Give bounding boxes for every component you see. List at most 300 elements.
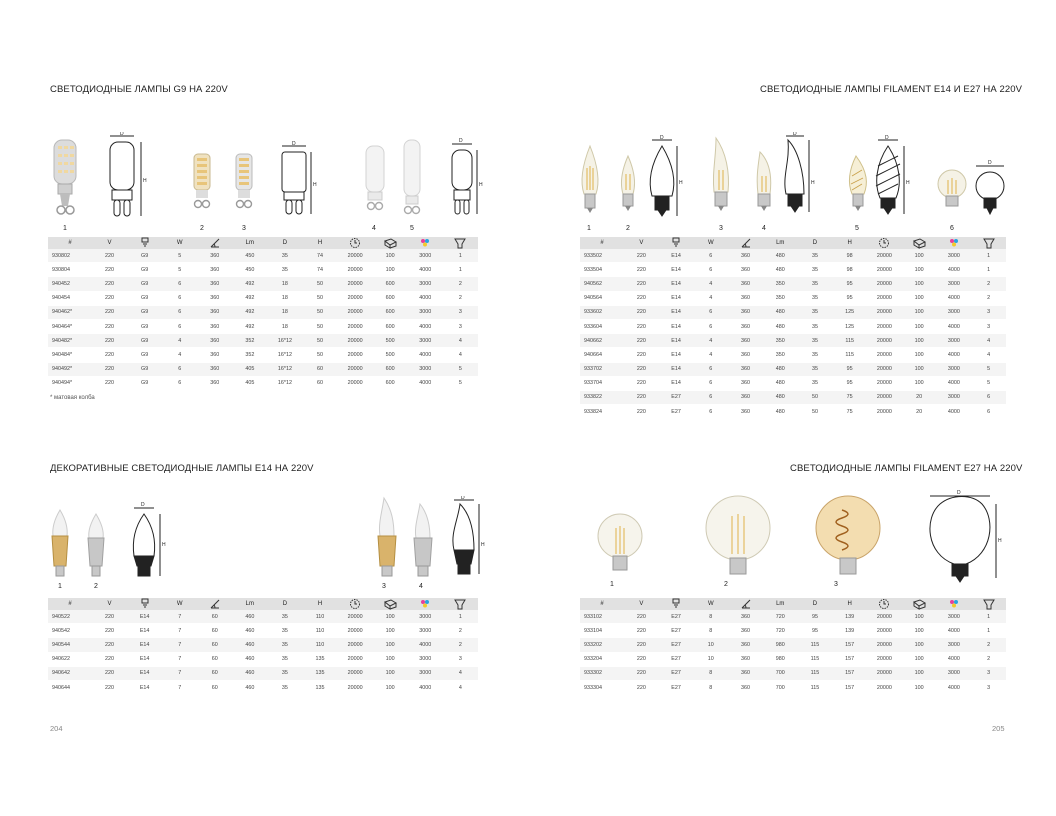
g9-footnote: * матовая колба	[50, 395, 95, 401]
table-cell: 6	[162, 319, 197, 333]
table-cell: E14	[127, 624, 162, 638]
table-row	[48, 249, 478, 263]
table-row	[580, 680, 1006, 694]
table-cell: 600	[373, 291, 408, 305]
beam-angle-icon	[728, 237, 763, 249]
decor-e14-lamp-1-image	[52, 510, 68, 576]
table-cell: 4000	[936, 376, 971, 390]
lifetime-icon	[338, 237, 373, 249]
table-cell: 3	[443, 305, 478, 319]
table-cell: 480	[763, 376, 798, 390]
table-cell: 35	[798, 305, 833, 319]
table-cell: 3000	[936, 305, 971, 319]
svg-text:D: D	[793, 132, 797, 137]
table-cell: 75	[832, 405, 867, 419]
table-cell: 933202	[580, 638, 624, 652]
table-cell: 360	[728, 652, 763, 666]
table-cell: 35	[267, 263, 302, 277]
table-cell: 3000	[936, 249, 971, 263]
table-cell: 360	[728, 376, 763, 390]
table-cell: 115	[832, 348, 867, 362]
table-cell: 35	[798, 348, 833, 362]
table-cell: 220	[624, 263, 659, 277]
table-cell: 100	[902, 334, 937, 348]
table-cell: 460	[232, 638, 267, 652]
table-cell: 18	[267, 291, 302, 305]
table-cell: 100	[902, 624, 937, 638]
g9-lamp-5-image	[404, 140, 420, 214]
table-cell: 95	[832, 362, 867, 376]
table-cell: 16*12	[267, 376, 302, 390]
table-cell: 2	[971, 638, 1006, 652]
table-cell: 4000	[408, 263, 443, 277]
table-cell: 220	[92, 305, 127, 319]
table-row	[48, 666, 478, 680]
table-cell: 20000	[338, 362, 373, 376]
table-cell: 360	[197, 334, 232, 348]
watt-icon: W	[162, 237, 197, 249]
table-header-row	[48, 237, 478, 249]
table-cell: 360	[728, 348, 763, 362]
table-row	[580, 390, 1006, 404]
filament-e14-lamp-5-drawing	[876, 140, 904, 214]
table-cell: 4	[693, 334, 728, 348]
page-number-right: 205	[992, 724, 1005, 733]
table-row	[48, 263, 478, 277]
table-cell: 3	[971, 319, 1006, 333]
table-cell: 100	[902, 638, 937, 652]
table-cell: 7	[162, 624, 197, 638]
table-cell: 940564	[580, 291, 624, 305]
table-cell: G9	[127, 249, 162, 263]
table-cell: 20000	[867, 348, 902, 362]
table-cell: E14	[659, 362, 694, 376]
svg-text:H: H	[679, 180, 683, 186]
table-row	[48, 348, 478, 362]
table-row	[580, 291, 1006, 305]
diameter-icon: D	[798, 237, 833, 249]
table-cell: 405	[232, 362, 267, 376]
table-cell: 8	[693, 610, 728, 624]
table-cell: 2	[971, 652, 1006, 666]
spec-table-g9	[48, 237, 478, 391]
table-cell: 4000	[936, 405, 971, 419]
table-cell: 20000	[867, 680, 902, 694]
table-cell: 4000	[408, 680, 443, 694]
table-cell: 220	[92, 334, 127, 348]
table-cell: 940462*	[48, 305, 92, 319]
table-cell: 6	[693, 319, 728, 333]
table-cell: 98	[832, 263, 867, 277]
lifetime-icon	[867, 237, 902, 249]
table-cell: 3000	[408, 610, 443, 624]
table-cell: 220	[624, 666, 659, 680]
table-cell: 1	[443, 610, 478, 624]
table-row	[580, 263, 1006, 277]
table-cell: E14	[127, 680, 162, 694]
svg-text:D: D	[292, 141, 296, 147]
table-cell: 4000	[936, 680, 971, 694]
decor-e14-lamp-3-image	[378, 498, 396, 576]
table-cell: 940464*	[48, 319, 92, 333]
table-cell: 360	[197, 319, 232, 333]
table-cell: 100	[902, 263, 937, 277]
table-cell: 360	[197, 305, 232, 319]
table-cell: 8	[693, 624, 728, 638]
table-cell: 6	[693, 362, 728, 376]
table-cell: 492	[232, 291, 267, 305]
table-row	[580, 652, 1006, 666]
table-cell: 3	[443, 652, 478, 666]
table-cell: 3000	[936, 638, 971, 652]
table-cell: 3000	[408, 249, 443, 263]
table-cell: E14	[659, 334, 694, 348]
table-cell: 350	[763, 277, 798, 291]
table-cell: 1	[971, 624, 1006, 638]
article-number-icon: #	[48, 237, 92, 249]
filament-e14-lamp-2-image	[621, 156, 634, 211]
table-row	[580, 277, 1006, 291]
filament-e14-label-3: 3	[719, 225, 723, 232]
filament-e27-lamp-3-drawing	[930, 496, 996, 582]
g9-lamp-3-image	[236, 154, 252, 208]
table-row	[48, 624, 478, 638]
table-cell: 74	[302, 249, 337, 263]
table-row	[580, 405, 1006, 419]
table-cell: 20000	[867, 405, 902, 419]
table-row	[580, 362, 1006, 376]
g9-lamp-1-image	[54, 140, 76, 214]
table-cell: 4	[971, 348, 1006, 362]
section-title-g9: СВЕТОДИОДНЫЕ ЛАМПЫ G9 НА 220V	[50, 84, 228, 95]
filament-e27-lamps-illustration	[590, 488, 1010, 592]
table-cell: 4000	[408, 348, 443, 362]
table-cell: G9	[127, 319, 162, 333]
table-cell: 35	[267, 610, 302, 624]
table-cell: 4	[162, 348, 197, 362]
table-cell: 100	[902, 291, 937, 305]
table-cell: E27	[659, 666, 694, 680]
table-row	[580, 348, 1006, 362]
table-cell: E14	[659, 348, 694, 362]
package-icon	[373, 598, 408, 610]
table-cell: 4	[443, 348, 478, 362]
table-cell: 220	[92, 624, 127, 638]
filament-e27-label-1: 1	[610, 581, 614, 588]
table-cell: 3000	[408, 277, 443, 291]
table-header-row	[48, 598, 478, 610]
table-cell: 480	[763, 405, 798, 419]
decor-e14-label-1: 1	[58, 583, 62, 590]
table-cell: 139	[832, 610, 867, 624]
table-cell: 6	[693, 376, 728, 390]
table-cell: 940662	[580, 334, 624, 348]
table-cell: 940452	[48, 277, 92, 291]
height-icon: H	[302, 237, 337, 249]
table-cell: 360	[197, 277, 232, 291]
table-cell: E14	[127, 610, 162, 624]
table-cell: 3	[443, 319, 478, 333]
table-cell: 450	[232, 263, 267, 277]
table-row	[48, 305, 478, 319]
table-cell: 220	[92, 652, 127, 666]
table-cell: 940664	[580, 348, 624, 362]
table-cell: 720	[763, 624, 798, 638]
table-cell: 20000	[867, 263, 902, 277]
table-row	[48, 334, 478, 348]
table-cell: E14	[127, 652, 162, 666]
filament-e14-label-1: 1	[587, 225, 591, 232]
table-row	[580, 305, 1006, 319]
table-cell: 720	[763, 610, 798, 624]
table-cell: 3000	[936, 334, 971, 348]
table-cell: 220	[92, 638, 127, 652]
table-cell: 20000	[338, 348, 373, 362]
table-cell: 4	[693, 277, 728, 291]
table-cell: 110	[302, 610, 337, 624]
filament-e14-lamps-illustration	[576, 132, 1006, 232]
table-cell: 5	[162, 249, 197, 263]
table-cell: 940622	[48, 652, 92, 666]
table-cell: 60	[302, 376, 337, 390]
table-row	[580, 666, 1006, 680]
table-cell: 360	[728, 610, 763, 624]
table-cell: 50	[302, 291, 337, 305]
table-cell: 18	[267, 319, 302, 333]
table-row	[48, 652, 478, 666]
svg-text:D: D	[957, 490, 961, 496]
voltage-icon: V	[624, 598, 659, 610]
table-cell: 460	[232, 666, 267, 680]
table-cell: 7	[162, 680, 197, 694]
svg-text:H: H	[811, 180, 815, 186]
g9-lamp-4-image	[366, 146, 384, 210]
svg-text:H: H	[906, 180, 910, 186]
table-cell: 6	[162, 277, 197, 291]
table-cell: 220	[624, 291, 659, 305]
table-cell: 20000	[338, 680, 373, 694]
table-cell: 2	[971, 277, 1006, 291]
table-cell: 933604	[580, 319, 624, 333]
table-cell: 3	[971, 680, 1006, 694]
table-cell: 20000	[867, 638, 902, 652]
table-cell: 1	[443, 249, 478, 263]
table-cell: 460	[232, 624, 267, 638]
filament-e14-label-5: 5	[855, 225, 859, 232]
table-cell: 940454	[48, 291, 92, 305]
table-cell: 35	[798, 277, 833, 291]
table-row	[580, 610, 1006, 624]
watt-icon: W	[693, 598, 728, 610]
table-cell: 35	[798, 291, 833, 305]
table-cell: 360	[728, 362, 763, 376]
decor-e14-label-2: 2	[94, 583, 98, 590]
g9-label-2: 2	[200, 225, 204, 232]
table-cell: 460	[232, 652, 267, 666]
table-cell: 95	[798, 610, 833, 624]
table-cell: 100	[902, 680, 937, 694]
table-cell: 940642	[48, 666, 92, 680]
decor-e14-lamp-2-drawing	[133, 508, 160, 576]
table-cell: 940522	[48, 610, 92, 624]
table-cell: 220	[624, 334, 659, 348]
table-cell: 100	[373, 638, 408, 652]
table-row	[580, 624, 1006, 638]
table-cell: 35	[267, 666, 302, 680]
table-cell: 350	[763, 291, 798, 305]
table-cell: 20000	[867, 610, 902, 624]
table-row	[580, 376, 1006, 390]
svg-text:H: H	[143, 178, 147, 184]
table-cell: 2	[443, 638, 478, 652]
g9-lamp-1-drawing	[110, 136, 141, 216]
lifetime-icon	[867, 598, 902, 610]
table-row	[48, 277, 478, 291]
decor-e14-lamp-4-drawing	[453, 500, 479, 574]
table-cell: 4000	[936, 291, 971, 305]
table-cell: 110	[302, 638, 337, 652]
table-cell: 4	[971, 334, 1006, 348]
table-cell: E14	[659, 291, 694, 305]
table-cell: 50	[302, 348, 337, 362]
table-cell: 20000	[338, 249, 373, 263]
table-cell: 5	[162, 263, 197, 277]
table-cell: 360	[728, 263, 763, 277]
table-cell: 20000	[338, 263, 373, 277]
filament-e14-label-4: 4	[762, 225, 766, 232]
table-cell: 352	[232, 334, 267, 348]
article-number-icon: #	[48, 598, 92, 610]
table-cell: 940544	[48, 638, 92, 652]
table-cell: 16*12	[267, 334, 302, 348]
height-icon: H	[832, 598, 867, 610]
diameter-icon: D	[798, 598, 833, 610]
table-cell: E27	[659, 680, 694, 694]
table-cell: 60	[197, 652, 232, 666]
table-cell: 3	[971, 305, 1006, 319]
decor-e14-label-4: 4	[419, 583, 423, 590]
table-cell: E14	[659, 249, 694, 263]
table-cell: 933822	[580, 390, 624, 404]
table-cell: 7	[162, 652, 197, 666]
table-cell: 360	[728, 390, 763, 404]
watt-icon: W	[162, 598, 197, 610]
decor-e14-lamp-2-image	[88, 514, 104, 576]
watt-icon: W	[693, 237, 728, 249]
table-cell: 60	[197, 624, 232, 638]
article-number-icon: #	[580, 237, 624, 249]
table-cell: 20000	[338, 376, 373, 390]
height-icon: H	[832, 237, 867, 249]
table-cell: 20000	[867, 277, 902, 291]
table-cell: E14	[127, 638, 162, 652]
table-cell: 360	[197, 263, 232, 277]
table-cell: 460	[232, 680, 267, 694]
table-cell: 20000	[338, 610, 373, 624]
table-cell: E14	[659, 376, 694, 390]
table-cell: 220	[624, 249, 659, 263]
table-cell: 492	[232, 319, 267, 333]
g9-label-1: 1	[63, 225, 67, 232]
table-cell: 5	[443, 362, 478, 376]
table-row	[48, 610, 478, 624]
table-cell: 2	[971, 291, 1006, 305]
table-cell: 50	[302, 334, 337, 348]
table-cell: E27	[659, 390, 694, 404]
table-cell: 220	[92, 348, 127, 362]
table-cell: 35	[267, 638, 302, 652]
table-cell: 940542	[48, 624, 92, 638]
table-cell: 135	[302, 666, 337, 680]
lifetime-icon	[338, 598, 373, 610]
spec-table-decor-e14	[48, 598, 478, 695]
table-cell: 360	[197, 249, 232, 263]
table-cell: 100	[373, 666, 408, 680]
svg-text:D: D	[885, 135, 889, 141]
lumen-icon: Lm	[763, 237, 798, 249]
table-cell: 100	[902, 319, 937, 333]
table-cell: 3000	[936, 362, 971, 376]
table-cell: 933824	[580, 405, 624, 419]
table-cell: 6	[693, 405, 728, 419]
beam-angle-icon	[197, 598, 232, 610]
table-cell: 20000	[338, 638, 373, 652]
table-cell: 20000	[338, 624, 373, 638]
table-cell: 4000	[936, 319, 971, 333]
table-cell: 600	[373, 362, 408, 376]
table-cell: 220	[92, 319, 127, 333]
table-cell: 139	[832, 624, 867, 638]
table-cell: 220	[92, 376, 127, 390]
table-cell: 35	[798, 362, 833, 376]
table-cell: E14	[659, 263, 694, 277]
table-cell: 100	[373, 680, 408, 694]
table-cell: 220	[624, 624, 659, 638]
table-cell: 480	[763, 319, 798, 333]
table-cell: 50	[798, 390, 833, 404]
table-cell: 4000	[408, 638, 443, 652]
svg-text:H: H	[313, 182, 317, 188]
section-title-filament-e14: СВЕТОДИОДНЫЕ ЛАМПЫ FILAMENT E14 И E27 НА 220V	[760, 84, 1023, 95]
table-cell: G9	[127, 348, 162, 362]
table-cell: 8	[693, 666, 728, 680]
table-cell: 18	[267, 277, 302, 291]
beam-angle-icon	[728, 598, 763, 610]
socket-icon	[127, 598, 162, 610]
table-cell: 95	[798, 624, 833, 638]
table-cell: 20000	[338, 652, 373, 666]
table-cell: 500	[373, 334, 408, 348]
table-cell: 360	[197, 376, 232, 390]
table-cell: 220	[624, 376, 659, 390]
table-cell: 100	[373, 624, 408, 638]
table-cell: 100	[902, 249, 937, 263]
table-cell: 980	[763, 652, 798, 666]
table-cell: 350	[763, 334, 798, 348]
table-cell: 220	[624, 680, 659, 694]
table-cell: 360	[728, 405, 763, 419]
table-cell: 600	[373, 305, 408, 319]
socket-icon	[659, 598, 694, 610]
table-cell: 360	[728, 666, 763, 680]
table-cell: 3000	[936, 390, 971, 404]
table-cell: 3000	[936, 277, 971, 291]
table-cell: 115	[832, 334, 867, 348]
table-cell: 100	[902, 376, 937, 390]
table-cell: 50	[302, 319, 337, 333]
table-cell: 20000	[867, 390, 902, 404]
table-cell: 450	[232, 249, 267, 263]
